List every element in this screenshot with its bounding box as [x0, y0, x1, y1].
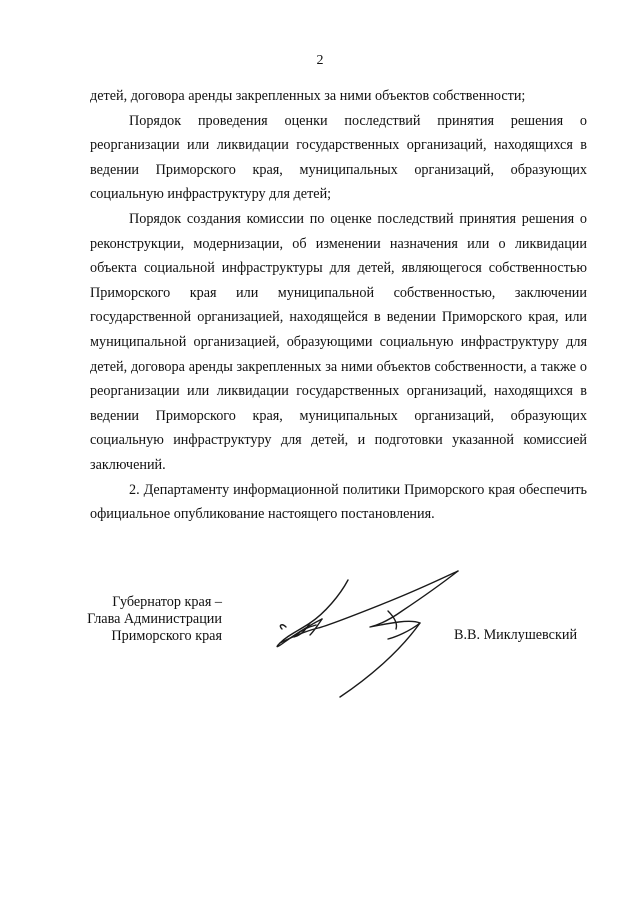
signatory-name: В.В. Миклушевский [454, 627, 578, 643]
paragraph-continuation: детей, договора аренды закрепленных за ними объектов собственности; [90, 88, 526, 104]
paragraph-assessment-procedure: Порядок проведения оценки последствий принятия решения о реорганизации или ликвидации государственных организаций, находящихся в ведении Приморского края, муниципальных организаций, образующих социальную инфраструктуру для детей; [90, 112, 587, 203]
signatory-title-line-3: Приморского края [111, 628, 222, 644]
page-number: 2 [316, 53, 324, 68]
paragraph-commission-procedure: Порядок создания комиссии по оценке последствий принятия решения о реконструкции, модернизации, об изменении назначения или о ликвидации объекта социальной инфраструктуры для детей, являющегося собственностью Приморского края или муниципальной собственностью, заключении государственной организацией, находящейся в ведении Приморского края, или муниципальной организацией, образующими социальную инфраструктуру для детей, договора аренды закрепленных за ними объектов собственности, а также о реорганизации или ликвидации государственных организаций, находящихся в ведении Приморского края, муниципальных организаций, образующих социальную инфраструктуру для детей, и подготовки указанной комиссией заключений. [90, 210, 587, 473]
signatory-title-line-1: Губернатор края – [112, 594, 222, 610]
signatory-title-line-2: Глава Администрации [87, 611, 222, 627]
signatory-title [60, 594, 222, 645]
paragraph-publication-clause: 2. Департаменту информационной политики Приморского края обеспечить официальное опубликование настоящего постановления. [90, 481, 587, 523]
handwritten-signature [270, 565, 470, 710]
document-body [90, 84, 587, 527]
